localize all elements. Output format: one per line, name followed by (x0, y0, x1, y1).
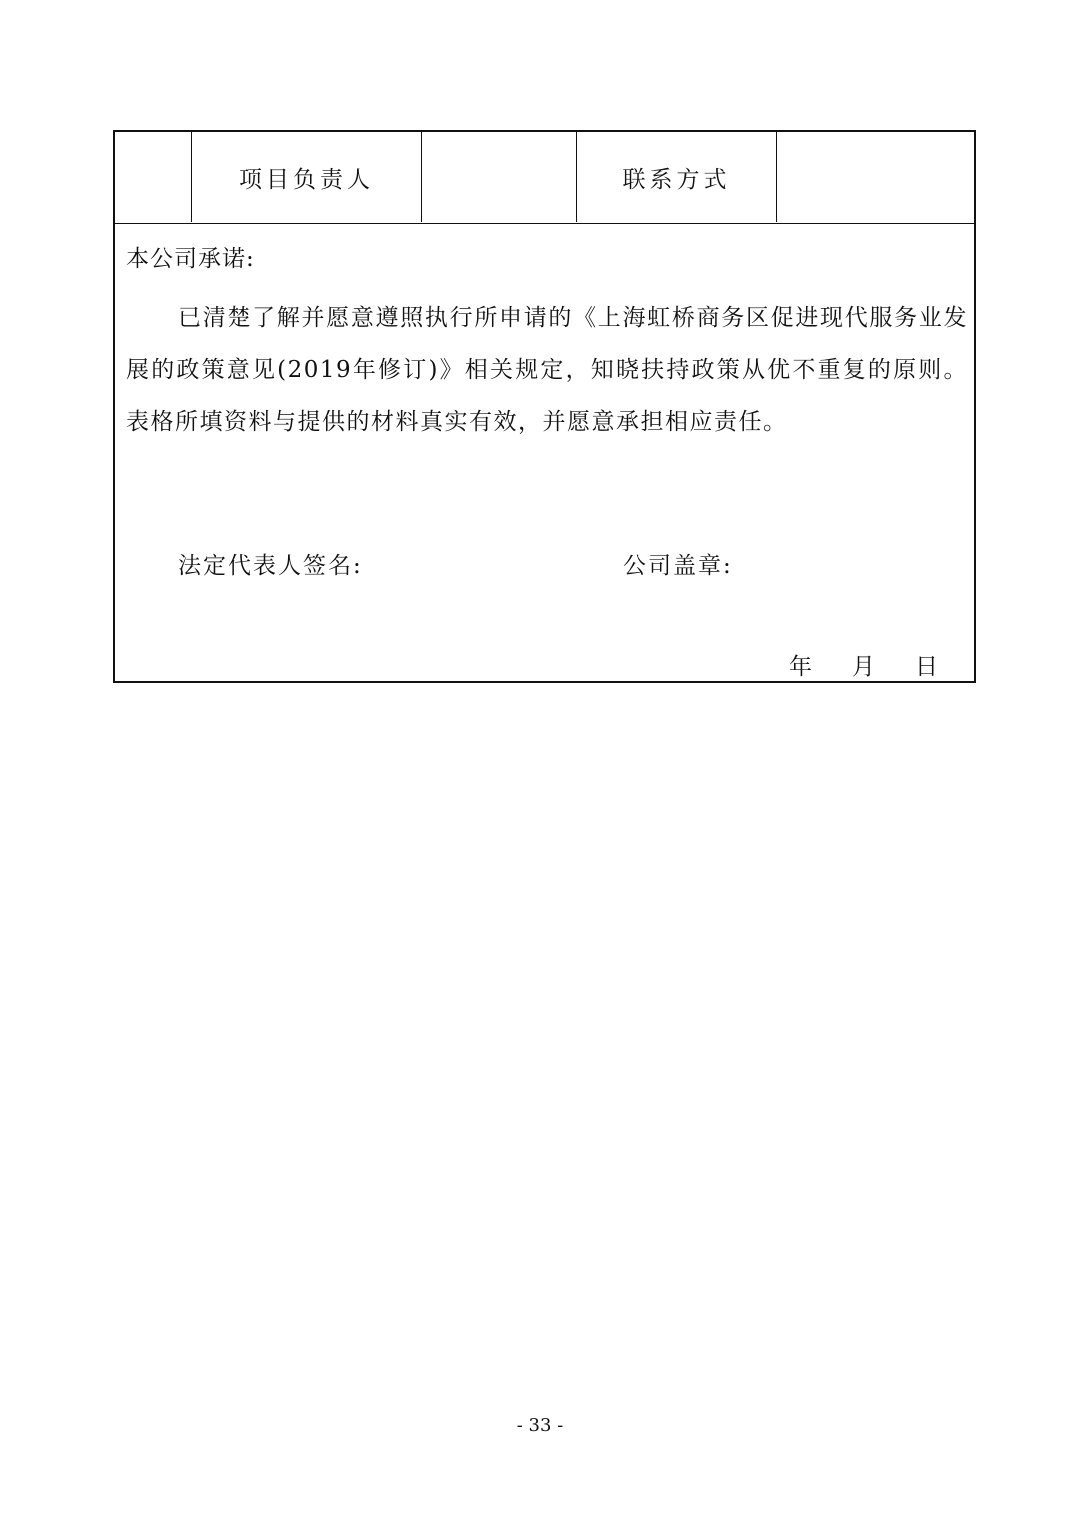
contact-value (777, 132, 974, 222)
contact-label: 联系方式 (577, 132, 777, 222)
company-seal-label: 公司盖章: (623, 553, 733, 579)
project-leader-row (115, 132, 974, 224)
pledge-title: 本公司承诺: (126, 246, 255, 272)
pledge-body: 已清楚了解并愿意遵照执行所申请的《上海虹桥商务区促进现代服务业发展的政策意见(2019年修订)》相关规定，知晓扶持政策从优不重复的原则。表格所填资料与提供的材料真实有效，并愿意承担相应责任。 (126, 305, 968, 435)
date-day-label: 日 (915, 654, 938, 680)
project-leader-label: 项目负责人 (192, 132, 422, 222)
commitment-form-table (113, 130, 976, 683)
blank-cell (115, 132, 192, 222)
date-year-label: 年 (789, 654, 812, 680)
page-number: - 33 - (516, 1415, 564, 1436)
legal-rep-signature-label: 法定代表人签名: (178, 553, 363, 579)
date-month-label: 月 (852, 654, 875, 680)
project-leader-value (422, 132, 577, 222)
